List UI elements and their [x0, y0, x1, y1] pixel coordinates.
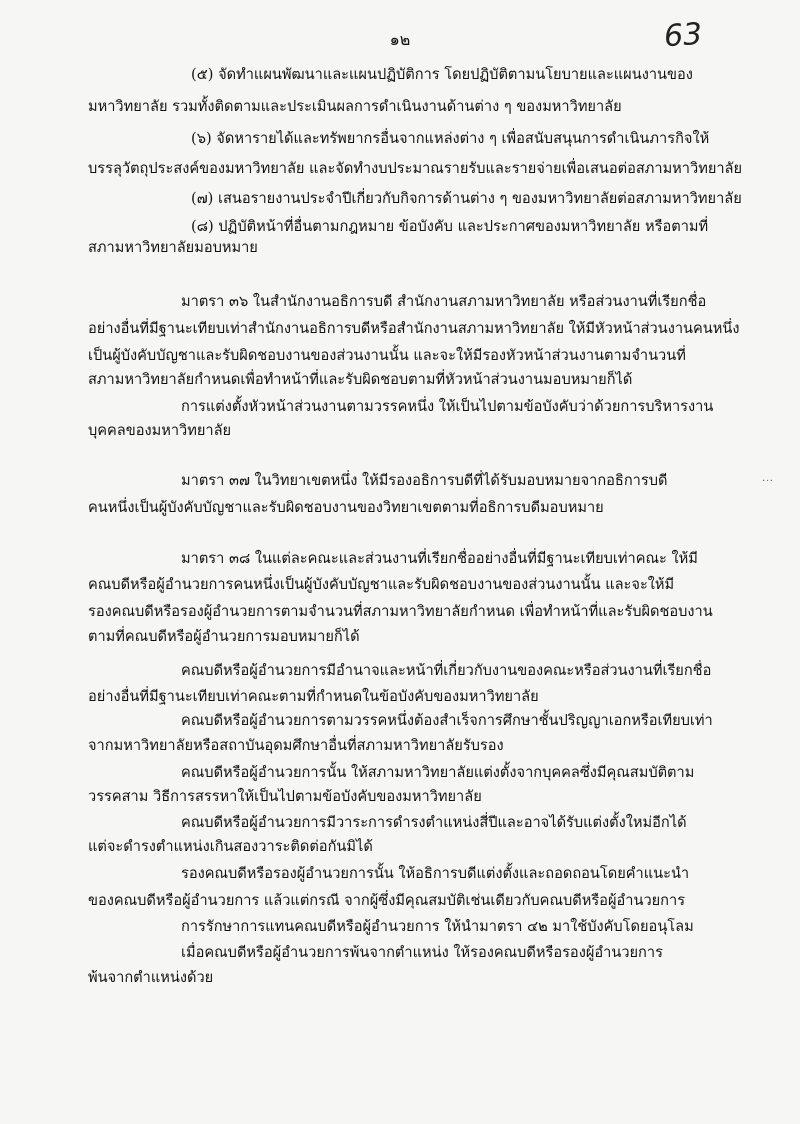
paragraph-line: การแต่งตั้งหัวหน้าส่วนงานตามวรรคหนึ่ง ให้เป็นไปตามข้อบังคับว่าด้วยการบริหารงาน	[181, 398, 714, 415]
paragraph-line: (๖) จัดหารายได้และทรัพยากรอื่นจากแหล่งต่าง ๆ เพื่อสนับสนุนการดำเนินภารกิจให้	[191, 130, 710, 147]
page-number: ๑๒	[389, 30, 411, 49]
paragraph-line: บรรลุวัตถุประสงค์ของมหาวิทยาลัย และจัดทำงบประมาณรายรับและรายจ่ายเพื่อเสนอต่อสภามหาวิทยาลัย	[88, 160, 743, 177]
paragraph-line: รองคณบดีหรือรองผู้อำนวยการนั้น ให้อธิการบดีแต่งตั้งและถอดถอนโดยคำแนะนำ	[181, 865, 690, 882]
paragraph-line: แต่จะดำรงตำแหน่งเกินสองวาระติดต่อกันมิได้	[88, 838, 373, 855]
paragraph-line: จากมหาวิทยาลัยหรือสถาบันอุดมศึกษาอื่นที่สภามหาวิทยาลัยรับรอง	[88, 737, 504, 754]
paragraph-line: สภามหาวิทยาลัยมอบหมาย	[88, 239, 258, 256]
paragraph-line: สภามหาวิทยาลัยกำหนดเพื่อทำหน้าที่และรับผิดชอบตามที่หัวหน้าส่วนงานมอบหมายก็ได้	[88, 371, 633, 388]
paragraph-line: คณบดีหรือผู้อำนวยการนั้น ให้สภามหาวิทยาลัยแต่งตั้งจากบุคคลซึ่งมีคุณสมบัติตาม	[181, 764, 695, 781]
paragraph-line: บุคคลของมหาวิทยาลัย	[88, 422, 232, 439]
paragraph-line: ของคณบดีหรือผู้อำนวยการ แล้วแต่กรณี จากผู้ซึ่งมีคุณสมบัติเช่นเดียวกับคณบดีหรือผู้อำนวยการ	[88, 892, 686, 909]
scan-speck-mark: ·ᐧ·	[762, 476, 774, 487]
paragraph-line: มหาวิทยาลัย รวมทั้งติดตามและประเมินผลการดำเนินงานด้านต่าง ๆ ของมหาวิทยาลัย	[88, 98, 622, 115]
paragraph-line: วรรคสาม วิธีการสรรหาให้เป็นไปตามข้อบังคับของมหาวิทยาลัย	[88, 788, 482, 805]
paragraph-line: เมื่อคณบดีหรือผู้อำนวยการพ้นจากตำแหน่ง ให้รองคณบดีหรือรองผู้อำนวยการ	[181, 944, 663, 961]
paragraph-line: พ้นจากตำแหน่งด้วย	[88, 969, 214, 986]
paragraph-line: อย่างอื่นที่มีฐานะเทียบเท่าสำนักงานอธิการบดีหรือสำนักงานสภามหาวิทยาลัย ให้มีหัวหน้าส่วนงานคนหนึ่ง	[88, 320, 740, 337]
paragraph-line: คนหนึ่งเป็นผู้บังคับบัญชาและรับผิดชอบงานของวิทยาเขตตามที่อธิการบดีมอบหมาย	[88, 499, 604, 516]
paragraph-line: คณบดีหรือผู้อำนวยการมีอำนาจและหน้าที่เกี่ยวกับงานของคณะหรือส่วนงานที่เรียกชื่อ	[181, 662, 712, 679]
paragraph-line: คณบดีหรือผู้อำนวยการมีวาระการดำรงตำแหน่งสี่ปีและอาจได้รับแต่งตั้งใหม่อีกได้	[181, 814, 687, 831]
paragraph-line: อย่างอื่นที่มีฐานะเทียบเท่าคณะตามที่กำหนดในข้อบังคับของมหาวิทยาลัย	[88, 688, 539, 705]
section-36-heading-line: มาตรา ๓๖ ในสำนักงานอธิการบดี สำนักงานสภามหาวิทยาลัย หรือส่วนงานที่เรียกชื่อ	[181, 293, 707, 310]
section-38-heading-line: มาตรา ๓๘ ในแต่ละคณะและส่วนงานที่เรียกชื่ออย่างอื่นที่มีฐานะเทียบเท่าคณะ ให้มี	[181, 550, 698, 567]
paragraph-line: การรักษาการแทนคณบดีหรือผู้อำนวยการ ให้นำมาตรา ๔๒ มาใช้บังคับโดยอนุโลม	[181, 918, 694, 935]
handwritten-page-note: 63	[662, 16, 704, 55]
paragraph-line: (๘) ปฏิบัติหน้าที่อื่นตามกฎหมาย ข้อบังคับ และประกาศของมหาวิทยาลัย หรือตามที่	[191, 218, 709, 235]
paragraph-line: คณบดีหรือผู้อำนวยการคนหนึ่งเป็นผู้บังคับบัญชาและรับผิดชอบงานของส่วนงานนั้น และจะให้มี	[88, 576, 675, 593]
paragraph-line: รองคณบดีหรือรองผู้อำนวยการตามจำนวนที่สภามหาวิทยาลัยกำหนด เพื่อทำหน้าที่และรับผิดชอบงาน	[88, 603, 713, 620]
paragraph-line: (๗) เสนอรายงานประจำปีเกี่ยวกับกิจการด้านต่าง ๆ ของมหาวิทยาลัยต่อสภามหาวิทยาลัย	[191, 190, 742, 207]
section-37-heading-line: มาตรา ๓๗ ในวิทยาเขตหนึ่ง ให้มีรองอธิการบดีที่ได้รับมอบหมายจากอธิการบดี	[181, 472, 668, 489]
paragraph-line: เป็นผู้บังคับบัญชาและรับผิดชอบงานของส่วนงานนั้น และจะให้มีรองหัวหน้าส่วนงานตามจำนวนที่	[88, 347, 686, 364]
paragraph-line: คณบดีหรือผู้อำนวยการตามวรรคหนึ่งต้องสำเร็จการศึกษาชั้นปริญญาเอกหรือเทียบเท่า	[181, 712, 713, 729]
paragraph-line: ตามที่คณบดีหรือผู้อำนวยการมอบหมายก็ได้	[88, 628, 360, 645]
paragraph-line: (๕) จัดทำแผนพัฒนาและแผนปฏิบัติการ โดยปฏิบัติตามนโยบายและแผนงานของ	[191, 66, 693, 83]
